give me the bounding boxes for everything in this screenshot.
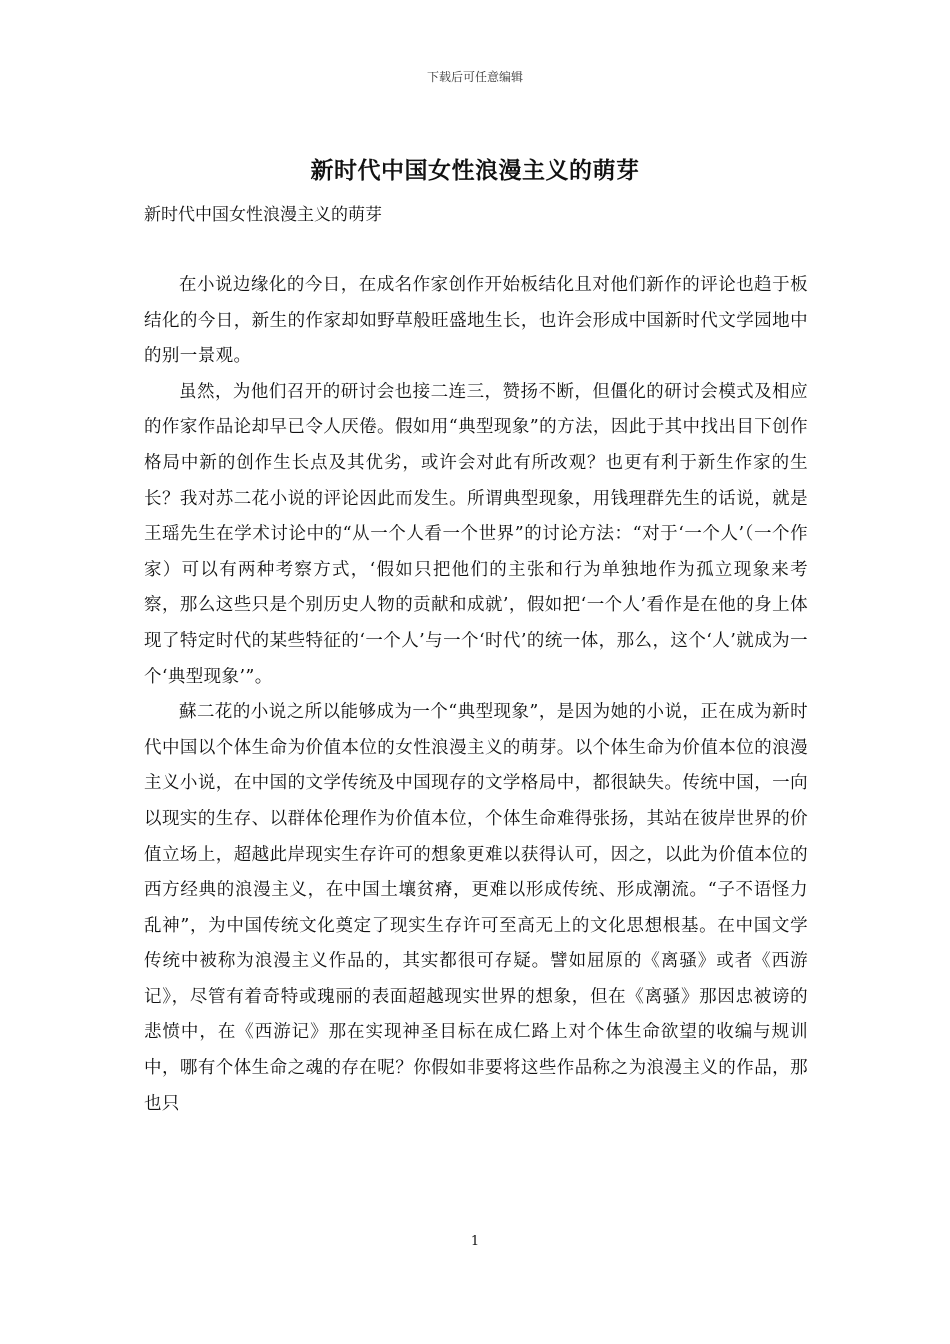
page-number: 1	[470, 1234, 480, 1249]
body-paragraph: 蘇二花的小说之所以能够成为一个“典型现象”，是因为她的小说，正在成为新时代中国以个体生命为价值本位的女性浪漫主义的萌芽。以个体生命为价值本位的浪漫主义小说，在中国的文学传统及中国现存的文学格局中，都很缺失。传统中国，一向以现实的生存、以群体伦理作为价值本位，个体生命难得张扬，其站在彼岸世界的价值立场上，超越此岸现实生存许可的想象更难以获得认可，因之，以此为价值本位的西方经典的浪漫主义，在中国土壤贫瘠，更难以形成传统、形成潮流。“子不语怪力乱神”，为中国传统文化奠定了现实生存许可至高无上的文化思想根基。在中国文学传统中被称为浪漫主义作品的，其实都很可存疑。譬如屈原的《离骚》或者《西游记》，尽管有着奇特或瑰丽的表面超越现实世界的想象，但在《离骚》那因忠被谤的悲愤中，在《西游记》那在实现神圣目标在成仁路上对个体生命欲望的收编与规训中，哪有个体生命之魂的存在呢？你假如非要将这些作品称之为浪漫主义的作品，那也只	[144, 702, 808, 1114]
document-title: 新时代中国女性浪漫主义的萌芽	[310, 157, 640, 184]
header-note: 下载后可任意编辑	[426, 70, 523, 84]
body-paragraph: 虽然，为他们召开的研讨会也接二连三，赞扬不断，但僵化的研讨会模式及相应的作家作品论却早已令人厌倦。假如用“典型现象”的方法，因此于其中找出目下创作格局中新的创作生长点及其优劣，或许会对此有所改观？也更有利于新生作家的生长？我对苏二花小说的评论因此而发生。所谓典型现象，用钱理群先生的话说，就是王瑶先生在学术讨论中的“从一个人看一个世界”的讨论方法：“对于‘一个人’（一个作家）可以有两种考察方式，‘假如只把他们的主张和行为单独地作为孤立现象来考察，那么这些只是个别历史人物的贡献和成就’，假如把‘一个人’看作是在他的身上体现了特定时代的某些特征的‘一个人’与一个‘时代’的统一体，那么，这个‘人’就成为一个‘典型现象’”。	[144, 381, 808, 687]
document-body	[144, 268, 808, 1122]
body-paragraph: 在小说边缘化的今日，在成名作家创作开始板结化且对他们新作的评论也趋于板结化的今日，新生的作家却如野草般旺盛地生长，也许会形成中国新时代文学园地中的别一景观。	[144, 275, 808, 367]
document-subtitle: 新时代中国女性浪漫主义的萌芽	[144, 205, 382, 225]
